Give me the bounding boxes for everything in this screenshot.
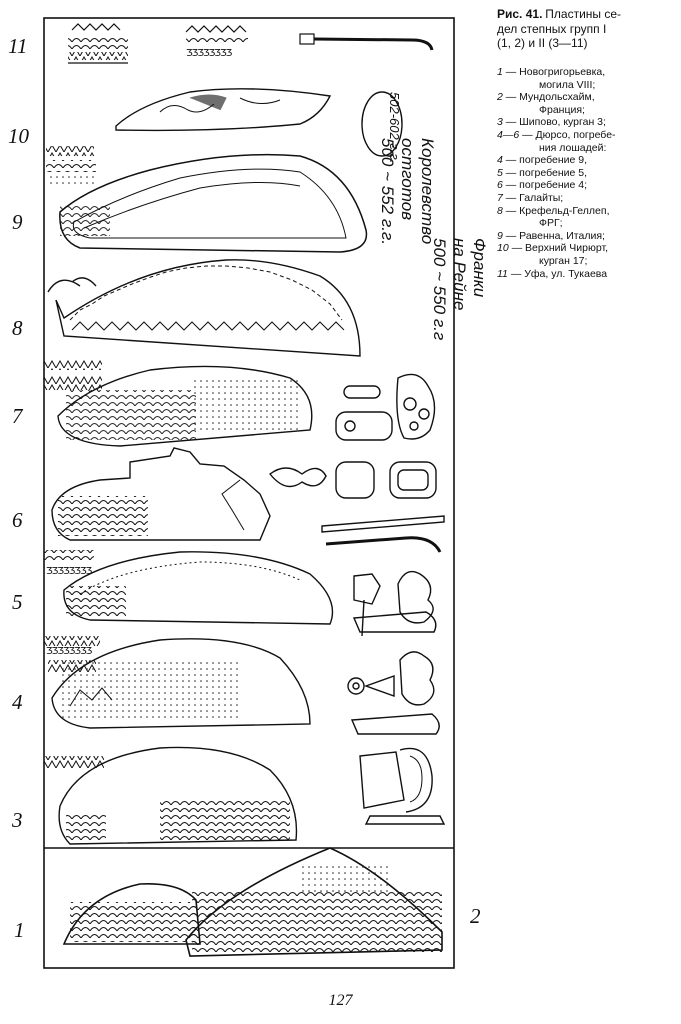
annotation-date-circle: 502-602 г.г. <box>387 92 402 164</box>
legend-text: — Галайты; <box>505 191 564 204</box>
legend-item <box>497 154 675 167</box>
legend-continuation: могила VIII; <box>539 78 596 91</box>
legend-text: — Верхний Чирюрт, <box>511 242 609 255</box>
legend-number: 4—6 <box>497 128 520 141</box>
legend-text: — Уфа, ул. Тукаева <box>510 267 608 280</box>
legend-continuation: ФРГ; <box>539 217 563 230</box>
legend-number: 2 <box>497 91 503 104</box>
legend-number: 8 <box>497 204 503 217</box>
row-7-plate <box>44 360 435 446</box>
legend-item <box>497 242 675 255</box>
row-label-5: 5 <box>12 590 23 614</box>
legend-number: 3 <box>497 116 503 129</box>
annotation-ostrogoths-1: Королевство <box>418 138 437 245</box>
legend-text: — погребение 5, <box>505 166 588 179</box>
caption-line-1: Пластины се- <box>545 7 622 21</box>
handwritten-annotations <box>362 92 489 368</box>
row-label-11: 11 <box>8 34 28 58</box>
annotation-ostrogoths-2: остготов <box>398 138 417 221</box>
legend-text: — погребение 4; <box>505 179 588 192</box>
legend-continuation: ния лошадей: <box>539 141 607 154</box>
legend-item <box>497 167 675 180</box>
row-5-plate <box>44 550 436 636</box>
row-1-2-plates <box>64 848 442 956</box>
annotation-franks-2: на Рейне <box>450 238 469 311</box>
row-label-9: 9 <box>12 210 23 234</box>
row-label-3: 3 <box>12 808 23 832</box>
row-11-artifacts <box>68 24 432 63</box>
row-label-2: 2 <box>470 904 481 928</box>
legend-number: 1 <box>497 66 503 78</box>
legend-text: — Дюрсо, погребе- <box>522 128 616 141</box>
legend-text: — Шипово, курган 3; <box>505 116 606 129</box>
legend-text: — погребение 9, <box>505 154 588 167</box>
legend-item <box>497 268 675 281</box>
ornament-glyphs-4: ƷƷƷƷƷƷƷƷ <box>46 646 92 657</box>
figure-caption <box>497 8 675 52</box>
legend-number: 6 <box>497 179 503 192</box>
legend-continuation: Франция; <box>539 103 585 116</box>
legend-item <box>497 66 675 79</box>
row-label-8: 8 <box>12 316 23 340</box>
legend-text: — Новогригорьевка, <box>505 66 606 78</box>
row-label-4: 4 <box>12 690 23 714</box>
page-number: 127 <box>328 992 353 1009</box>
row-8-plate <box>48 260 360 356</box>
legend-item <box>497 230 675 243</box>
legend-text: — Равенна, Италия; <box>505 229 605 242</box>
legend-number: 10 <box>497 242 509 255</box>
annotation-franks-1: Франки <box>470 238 489 298</box>
row-label-10: 10 <box>8 124 29 148</box>
legend-item <box>497 129 675 142</box>
legend-item <box>497 91 675 104</box>
legend-item <box>497 192 675 205</box>
row-label-7: 7 <box>12 404 23 428</box>
legend-number: 9 <box>497 229 503 242</box>
row-9-plate <box>46 146 366 252</box>
legend-item <box>497 205 675 218</box>
row-3-plate <box>44 747 444 844</box>
caption-line-3: (1, 2) и II (3—11) <box>497 36 588 51</box>
figure-label: Рис. 41. <box>497 7 543 21</box>
legend-number: 11 <box>497 267 508 280</box>
row-10-plate <box>116 89 330 131</box>
legend-text: — Мундольсхайм, <box>505 91 595 104</box>
row-4-plate <box>44 636 439 734</box>
ornament-glyphs-11: ƷƷƷƷƷƷƷƷ <box>186 48 232 59</box>
legend-number: 7 <box>497 191 503 204</box>
legend-item <box>497 116 675 129</box>
row-6-plate <box>52 448 444 552</box>
legend-number: 4 <box>497 154 503 167</box>
caption-line-2: дел степных групп I <box>497 21 607 36</box>
annotation-franks-3: 500 ~ 550 г.г <box>430 238 449 341</box>
legend-text: — Крефельд-Геллеп, <box>505 204 610 217</box>
annotation-ostrogoths-3: 500 ~ 552 г.г. <box>378 138 397 246</box>
figure-legend <box>497 66 675 280</box>
legend-continuation: курган 17; <box>539 254 588 267</box>
ornament-glyphs-5: ƷƷƷƷƷƷƷƷ <box>46 566 92 577</box>
legend-item <box>497 179 675 192</box>
legend-number: 5 <box>497 166 503 179</box>
row-label-6: 6 <box>12 508 23 532</box>
row-label-1: 1 <box>14 918 25 942</box>
